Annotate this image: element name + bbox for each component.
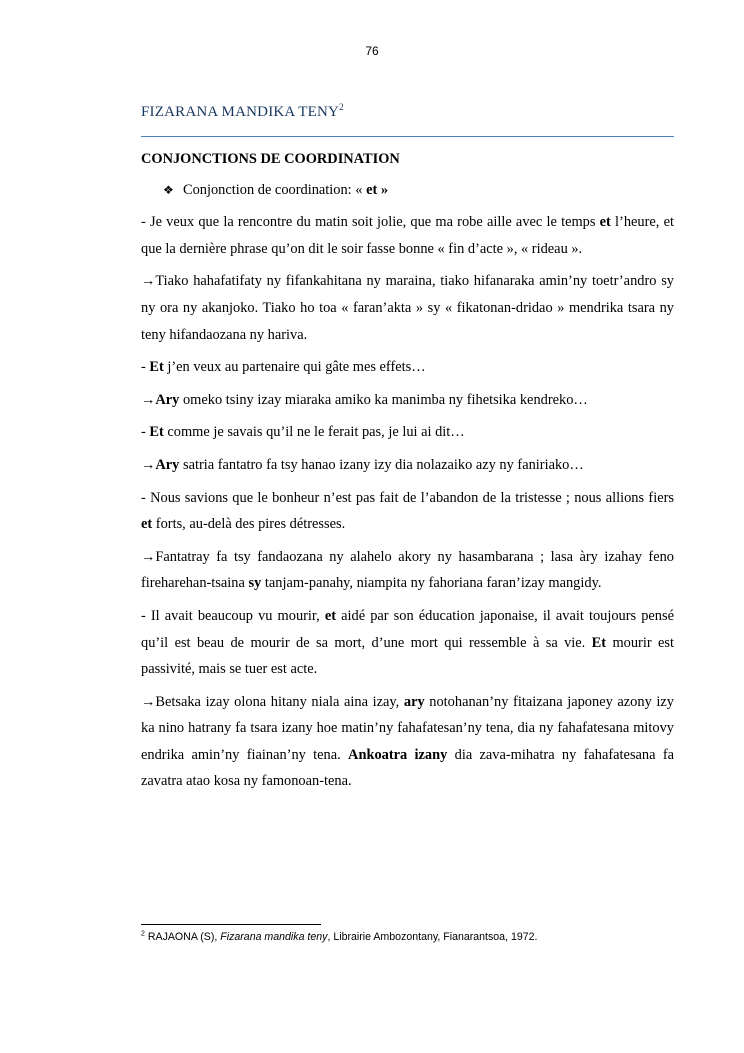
paragraph-list: [141, 209, 674, 795]
paragraph-text: →Fantatray fa tsy fandaozana ny alahelo akory ny hasambarana ; lasa àry izahay feno fireharehan-tsaina: [141, 548, 674, 592]
paragraph-emphasis: Ankoatra izany: [348, 746, 448, 763]
paragraph-text: comme je savais qu’il ne le ferait pas, je lui ai dit…: [163, 424, 465, 441]
paragraph: [141, 544, 674, 597]
paragraph-text: j’en veux au partenaire qui gâte mes effets…: [163, 359, 426, 376]
paragraph: [141, 603, 674, 683]
paragraph-text: -: [141, 359, 150, 376]
paragraph-text: -: [141, 424, 150, 441]
page-number: 76: [365, 44, 379, 58]
bullet-text: Conjonction de coordination: «: [183, 181, 367, 198]
section-heading: CONJONCTIONS DE COORDINATION: [141, 151, 400, 167]
paragraph: [141, 419, 674, 446]
paragraph-emphasis: et: [141, 516, 153, 533]
paragraph-text: forts, au-delà des pires détresses.: [152, 516, 346, 533]
paragraph-text: - Il avait beaucoup vu mourir,: [141, 607, 325, 624]
paragraph-text: - Je veux que la rencontre du matin soit jolie, que ma robe aille avec le temps: [141, 214, 600, 231]
paragraph-emphasis: Et: [591, 634, 607, 651]
paragraph: [141, 689, 674, 795]
paragraph: [141, 354, 674, 381]
paragraph-text: mourir est passivité, mais se tuer est acte.: [141, 634, 674, 678]
paragraph-emphasis: Et: [149, 424, 164, 441]
footnote-author: RAJAONA (S),: [144, 931, 221, 943]
paragraph-text: →: [141, 456, 156, 473]
paragraph-emphasis: sy: [248, 575, 262, 592]
document-body: [141, 146, 674, 801]
bullet-item: [141, 177, 674, 204]
footnote-rest: , Librairie Ambozontany, Fianarantsoa, 1972.: [327, 931, 538, 943]
paragraph-emphasis: ary: [403, 693, 425, 710]
footnote-number: 2: [141, 930, 145, 938]
paragraph-text: →Betsaka izay olona hitany niala aina izay,: [141, 693, 404, 710]
paragraph-emphasis: Ary: [155, 391, 180, 408]
paragraph: [141, 209, 674, 262]
paragraph-text: l’heure, et que la dernière phrase qu’on dit le soir fasse bonne « fin d’acte », « rideau ».: [141, 214, 674, 257]
paragraph-text: notohanan’ny fitaizana japoney azony izy ka nino hatrany fa tsara izany hoe matin’ny fahafatesan’ny tena, dia ny fahafatesana mitovy endrika amin’ny fiainan’ny tena.: [141, 693, 674, 763]
paragraph: [141, 387, 674, 414]
footnote: [141, 931, 537, 943]
paragraph: [141, 268, 674, 348]
paragraph-text: dia zava-mihatra ny fahafatesana fa zavatra atao kosa ny famonoan-tena.: [141, 746, 675, 790]
paragraph-text: →Tiako hahafatifaty ny fifankahitana ny maraina, tiako hifanaraka amin’ny toetr’andro sy ny ora ny akanjoko. Tiako ho toa « faran’akta » sy « fikatonan-dridao » mendrika tsara ny teny hifandaozana ny hariva.: [141, 273, 674, 343]
diamond-cluster-icon: ❖: [163, 182, 174, 197]
paragraph-emphasis: et: [599, 214, 611, 231]
bullet-text-bold: et »: [366, 181, 389, 198]
paragraph: [141, 485, 674, 538]
paragraph: [141, 452, 674, 479]
footnote-ref[interactable]: 2: [339, 102, 344, 112]
paragraph-emphasis: et: [324, 607, 337, 624]
paragraph-text: omeko tsiny izay miaraka amiko ka manimba ny fihetsika kendreko…: [179, 391, 588, 408]
paragraph-text: aidé par son éducation japonaise, il avait toujours pensé qu’il est beau de mourir de sa mort, d’une mort qui ressemble à sa vie.: [141, 607, 674, 651]
paragraph-text: satria fantatro fa tsy hanao izany izy dia nolazaiko azy ny faniriako…: [179, 456, 584, 473]
paragraph-text: - Nous savions que le bonheur n’est pas fait de l’abandon de la tristesse ; nous allions fiers: [141, 489, 674, 506]
title-divider: [141, 136, 674, 137]
paragraph-text: tanjam-panahy, niampita ny fahoriana faran’izay mangidy.: [261, 575, 602, 592]
section-title: [141, 104, 344, 121]
paragraph-text: →: [141, 391, 156, 408]
paragraph-emphasis: Et: [149, 359, 164, 376]
footnote-divider: [141, 924, 321, 925]
section-title-text: FIZARANA MANDIKA TENY: [141, 104, 340, 120]
paragraph-emphasis: Ary: [155, 456, 180, 473]
footnote-title: Fizarana mandika teny: [220, 931, 328, 943]
